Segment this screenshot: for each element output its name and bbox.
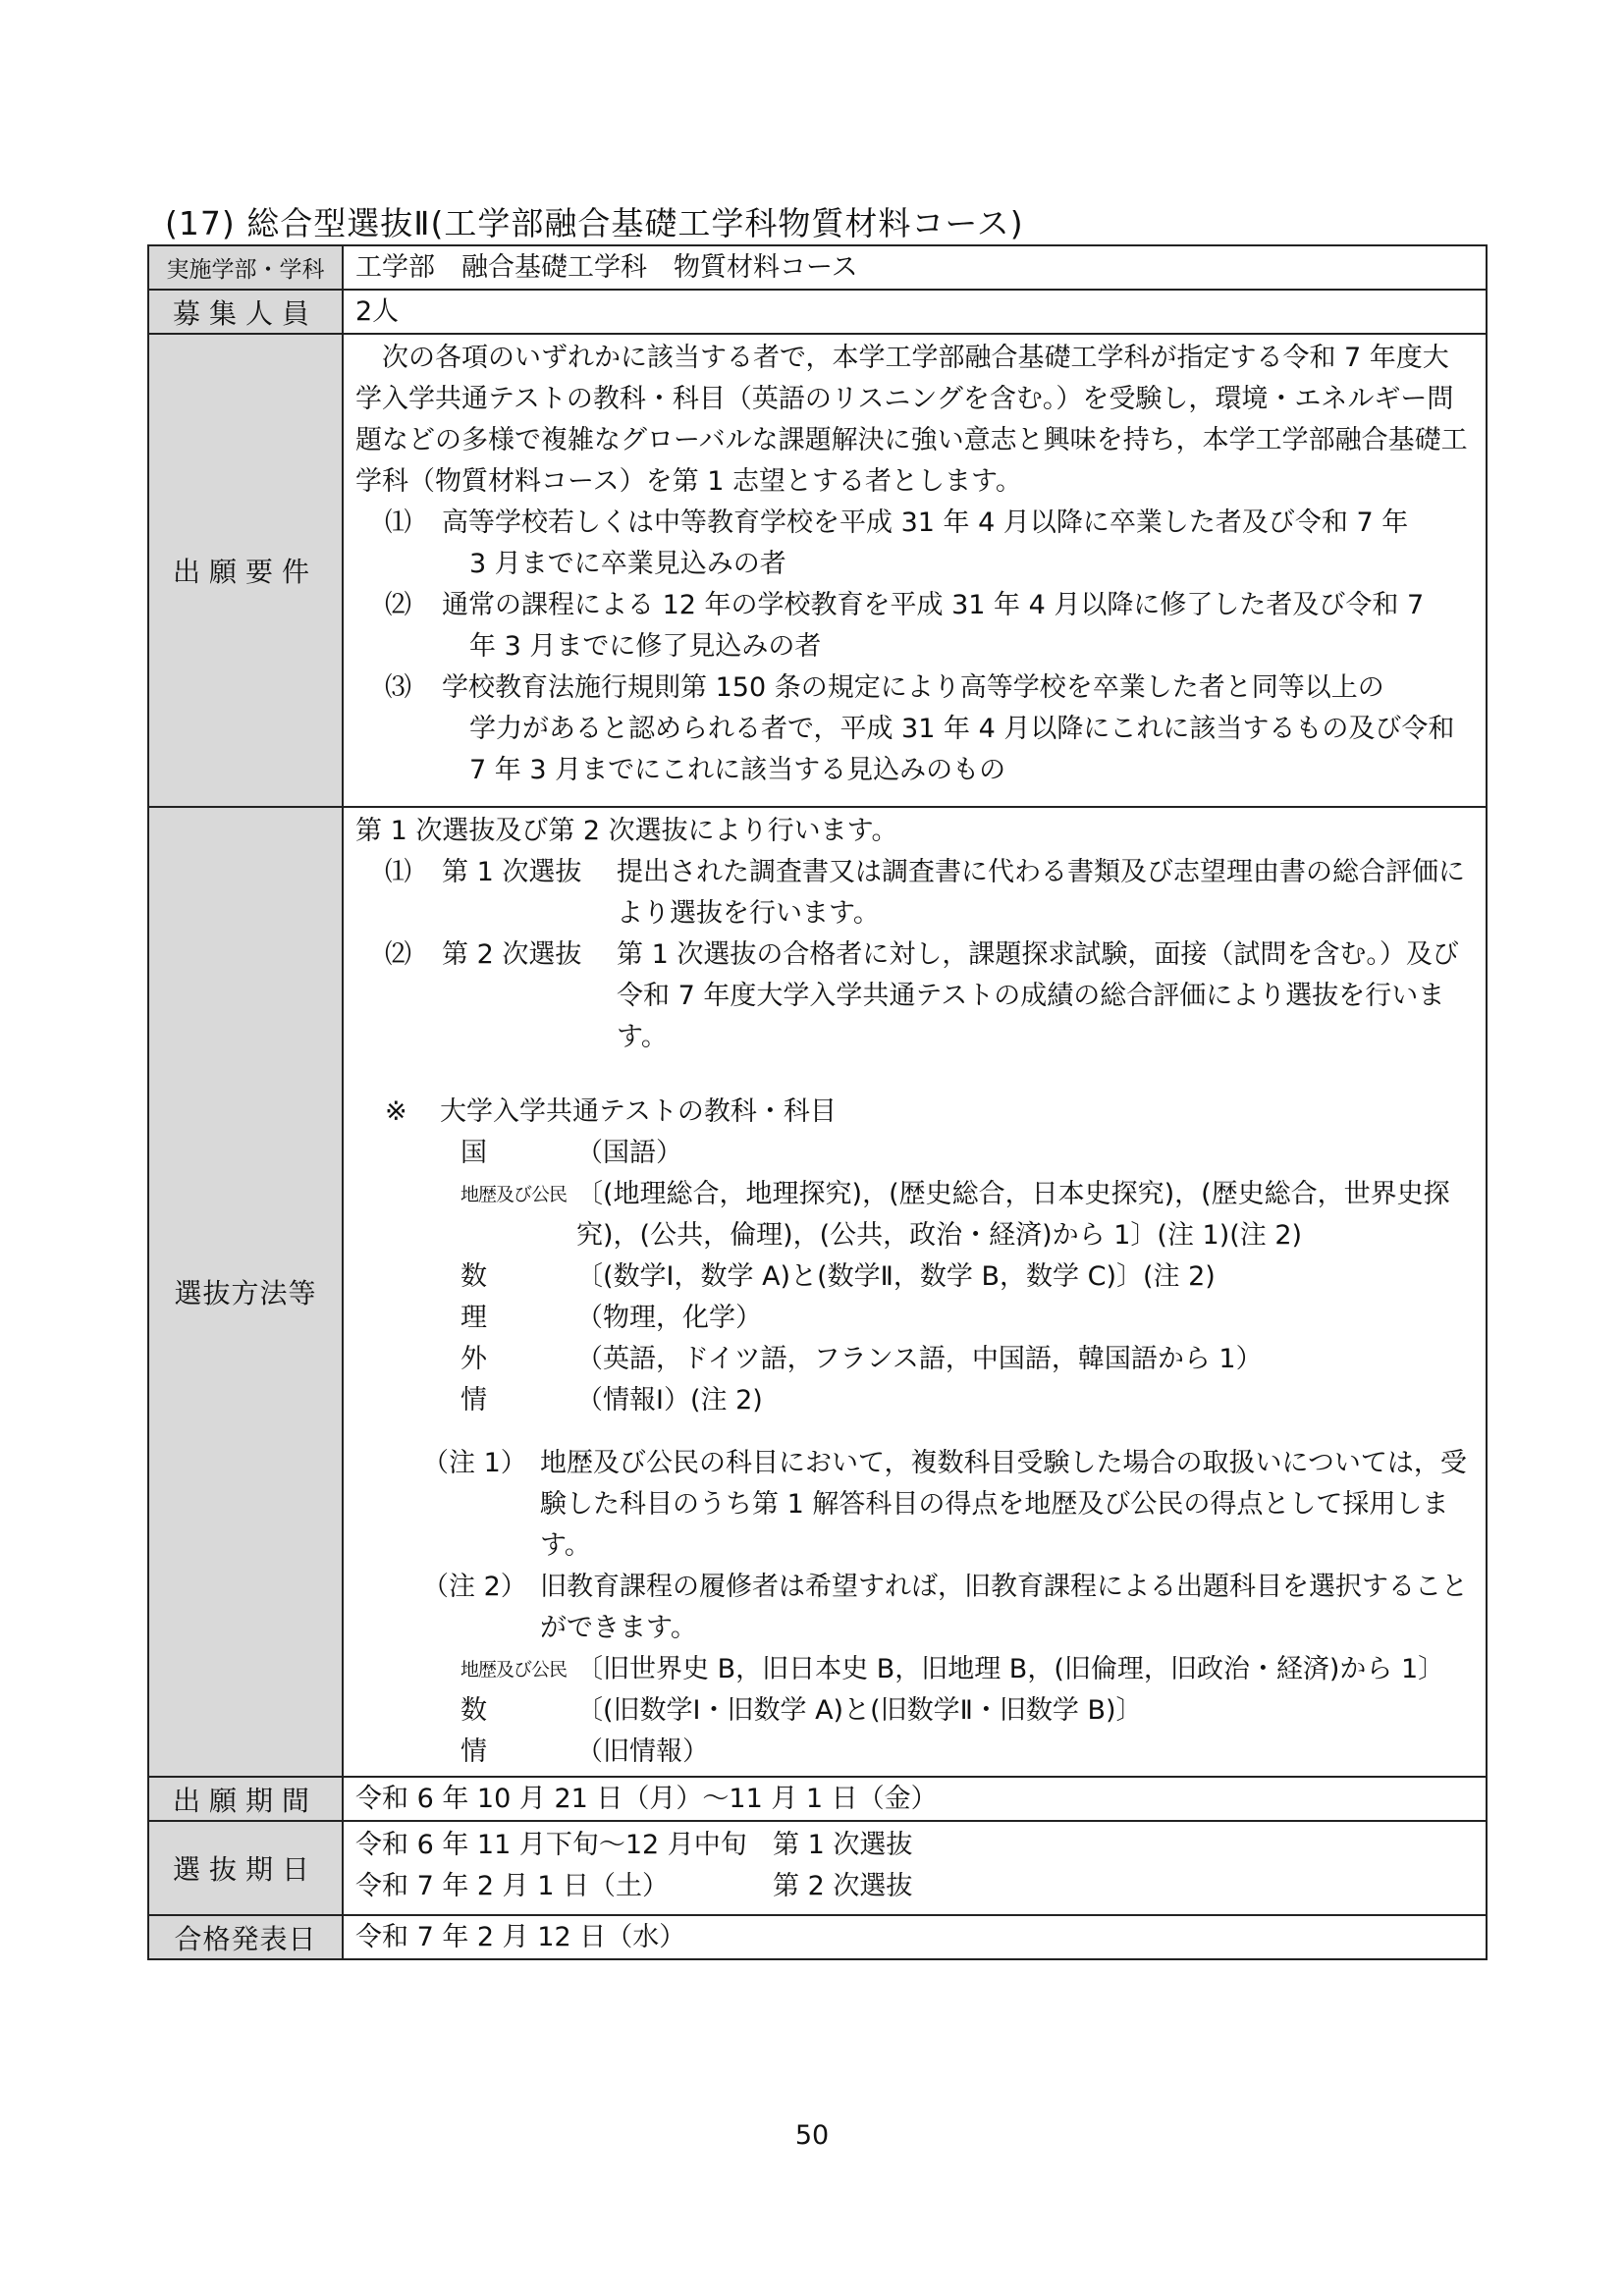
label-capacity: 募集人員 [148, 290, 343, 334]
footnote-label: （注 1） [422, 1448, 527, 1478]
label-selection-dates: 選抜期日 [148, 1821, 343, 1915]
value-method [343, 807, 1487, 1777]
stage-name: 第 1 次選抜 [442, 857, 582, 887]
schedule-item [355, 1866, 1474, 1907]
footnote-text: 地歴及び公民の科目において，複数科目受験した場合の取扱いについては，受験した科目のうち第 1 解答科目の得点を地歴及び公民の得点として採用します。 [540, 1448, 1467, 1561]
stage-text: 提出された調査書又は調査書に代わる書類及び志望理由書の総合評価により選抜を行います。 [617, 857, 1465, 929]
value-capacity: 2人 [343, 290, 1487, 334]
stage-number: ⑵ [385, 939, 411, 970]
value-selection-dates [343, 1821, 1487, 1915]
item-text-cont: 3 月までに卒業見込みの者 [469, 549, 786, 579]
subject-text: （旧情報） [576, 1736, 709, 1767]
schedule-stage: 第 2 次選抜 [773, 1871, 913, 1901]
subject-name: 地歴及び公民 [460, 1184, 568, 1205]
method-intro: 第 1 次選抜及び第 2 次選抜により行います。 [355, 816, 898, 846]
footnote [355, 1443, 1474, 1567]
page-number: 50 [794, 2120, 830, 2151]
row-method [148, 807, 1487, 1777]
value-requirements [343, 334, 1487, 807]
subject-name: 地歴及び公民 [460, 1659, 568, 1681]
subject-row [355, 1339, 1474, 1380]
subject-text: （国語） [576, 1138, 682, 1168]
requirement-item [355, 503, 1474, 585]
stage-number: ⑴ [385, 857, 411, 887]
value-announcement: 令和 7 年 2 月 12 日（水） [343, 1915, 1487, 1959]
reference-mark: ※ [385, 1096, 407, 1127]
item-text-cont: 学力があると認められる者で，平成 31 年 4 月以降にこれに該当するもの及び令和 7 年 3 月までにこれに該当する見込みのもの [469, 714, 1455, 785]
schedule-date: 令和 7 年 2 月 1 日（土） [355, 1871, 670, 1901]
row-requirements [148, 334, 1487, 807]
footnote-label: （注 2） [422, 1572, 527, 1602]
stage-item [355, 934, 1474, 1058]
label-announcement: 合格発表日 [148, 1915, 343, 1959]
subject-name: 数 [460, 1261, 487, 1292]
item-number: ⑴ [385, 507, 411, 538]
row-application-period [148, 1777, 1487, 1821]
requirement-item [355, 585, 1474, 667]
subject-row [355, 1380, 1474, 1421]
old-subject-row [355, 1732, 1474, 1773]
subject-row [355, 1174, 1474, 1256]
item-number: ⑵ [385, 590, 411, 620]
stage-name: 第 2 次選抜 [442, 939, 582, 970]
subject-text: 〔(数学Ⅰ，数学 A)と(数学Ⅱ，数学 B，数学 C)〕(注 2) [576, 1261, 1216, 1292]
row-department [148, 245, 1487, 290]
common-test-title: 大学入学共通テストの教科・科目 [440, 1096, 837, 1127]
subject-text: 〔旧世界史 B，旧日本史 B，旧地理 B，(旧倫理，旧政治・経済)から 1〕 [576, 1654, 1445, 1684]
subject-text: 〔(旧数学Ⅰ・旧数学 A)と(旧数学Ⅱ・旧数学 B)〕 [576, 1695, 1143, 1726]
admission-table [147, 244, 1488, 1960]
subject-row [355, 1256, 1474, 1298]
common-test-heading [355, 1092, 1474, 1133]
subject-name: 理 [460, 1303, 487, 1333]
subject-name: 情 [460, 1385, 487, 1415]
schedule-date: 令和 6 年 11 月下旬～12 月中旬 [355, 1830, 747, 1860]
item-text: 通常の課程による 12 年の学校教育を平成 31 年 4 月以降に修了した者及び令和 7 [442, 590, 1425, 620]
subject-text: （英語，ドイツ語，フランス語，中国語，韓国語から 1） [576, 1344, 1263, 1374]
subject-text: 〔(地理総合，地理探究)，(歴史総合，日本史探究)，(歴史総合，世界史探究)，(公共，倫理)，(公共，政治・経済)から 1〕(注 1)(注 2) [576, 1179, 1450, 1251]
subject-name: 国 [460, 1138, 487, 1168]
label-department: 実施学部・学科 [148, 245, 343, 290]
requirements-intro: 次の各項のいずれかに該当する者で，本学工学部融合基礎工学科が指定する令和 7 年度大学入学共通テストの教科・科目（英語のリスニングを含む。）を受験し，環境・エネルギー問題などの多様で複雑なグローバルな課題解決に強い意志と興味を持ち，本学工学部融合基礎工学科（物質材料コース）を第 1 志望とする者とします。 [355, 343, 1468, 497]
value-application-period: 令和 6 年 10 月 21 日（月）～11 月 1 日（金） [343, 1777, 1487, 1821]
subject-text: （物理，化学） [576, 1303, 762, 1333]
item-text-cont: 年 3 月までに修了見込みの者 [469, 631, 822, 662]
subject-row [355, 1133, 1474, 1174]
subject-name: 外 [460, 1344, 487, 1374]
label-application-period: 出願期間 [148, 1777, 343, 1821]
old-subject-row [355, 1649, 1474, 1690]
subject-name: 情 [460, 1736, 487, 1767]
old-subject-row [355, 1690, 1474, 1732]
subject-text: （情報Ⅰ）(注 2) [576, 1385, 763, 1415]
stage-item [355, 852, 1474, 934]
subject-row [355, 1298, 1474, 1339]
schedule-item [355, 1825, 1474, 1866]
section-heading: (17) 総合型選抜Ⅱ(工学部融合基礎工学科物質材料コース) [165, 204, 1024, 242]
label-requirements: 出願要件 [148, 334, 343, 807]
item-text: 学校教育法施行規則第 150 条の規定により高等学校を卒業した者と同等以上の [442, 672, 1384, 703]
value-department: 工学部 融合基礎工学科 物質材料コース [343, 245, 1487, 290]
row-selection-dates [148, 1821, 1487, 1915]
stage-text: 第 1 次選抜の合格者に対し，課題探求試験，面接（試問を含む。）及び令和 7 年度大学入学共通テストの成績の総合評価により選抜を行います。 [617, 939, 1459, 1052]
footnote [355, 1567, 1474, 1649]
item-number: ⑶ [385, 672, 411, 703]
row-capacity [148, 290, 1487, 334]
requirement-item [355, 667, 1474, 791]
item-text: 高等学校若しくは中等教育学校を平成 31 年 4 月以降に卒業した者及び令和 7 年 [442, 507, 1409, 538]
schedule-stage: 第 1 次選抜 [773, 1830, 913, 1860]
label-method: 選抜方法等 [148, 807, 343, 1777]
row-announcement [148, 1915, 1487, 1959]
subject-name: 数 [460, 1695, 487, 1726]
footnote-text: 旧教育課程の履修者は希望すれば，旧教育課程による出題科目を選択することができます。 [540, 1572, 1468, 1643]
